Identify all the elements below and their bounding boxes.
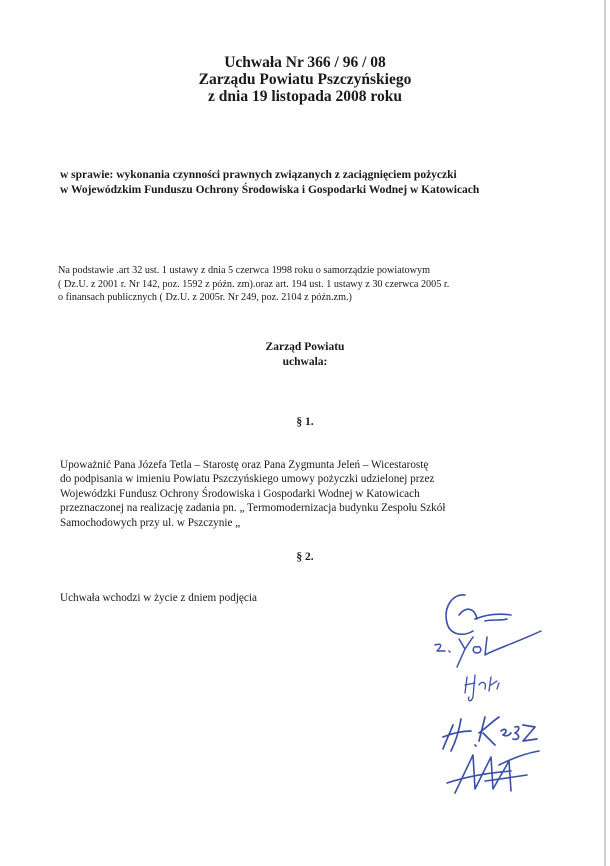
board-name: Zarząd Powiatu — [265, 341, 345, 353]
signature-2 — [435, 631, 541, 667]
section-1-line-5: Samochodowych przy ul. w Pszczynie „ — [60, 516, 241, 529]
legal-basis-line-2: ( Dz.U. z 2001 r. Nr 142, poz. 1592 z późn. zm).oraz art. 194 ust. 1 ustawy z 30 czerwca 2005 r. — [58, 278, 450, 290]
resolution-title — [0, 54, 610, 105]
signature-3 — [465, 675, 499, 701]
section-2-heading: § 2. — [296, 551, 314, 563]
subject-line-2: w Wojewódzkim Funduszu Ochrony Środowiska i Gospodarki Wodnej w Katowicach — [60, 184, 480, 196]
signature-1 — [446, 595, 511, 634]
section-1-line-1: Upoważnić Pana Józefa Tetla – Starostę oraz Pana Zygmunta Jeleń – Wicestarostę — [60, 459, 429, 471]
subject-block — [60, 168, 479, 198]
legal-basis-line-3: o finansach publicznych ( Dz.U. z 2005r. Nr 249, poz. 2104 z późn.zm.) — [58, 292, 352, 303]
signature-4 — [443, 717, 537, 751]
title-line-board: Zarządu Powiatu Pszczyńskiego — [198, 71, 412, 88]
signatures-area — [415, 585, 575, 805]
section-1-text — [60, 458, 560, 530]
section-1-heading: § 1. — [296, 416, 314, 428]
legal-basis-line-1: Na podstawie .art 32 ust. 1 ustawy z dnia 5 czerwca 1998 roku o samorządzie powiatowym — [58, 265, 431, 276]
section-2-text: Uchwała wchodzi w życie z dniem podjęcia — [60, 592, 257, 604]
section-1-line-3: Wojewódzki Fundusz Ochrony Środowiska i Gospodarki Wodnej w Katowicach — [60, 487, 420, 500]
title-line-number: Uchwała Nr 366 / 96 / 08 — [224, 54, 386, 71]
subject-line-1: w sprawie: wykonania czynności prawnych związanych z zaciągnięciem pożyczki — [60, 169, 457, 181]
section-1-line-4: przeznaczonej na realizację zadania pn. „ Termomodernizacja budynku Zespołu Szkół — [60, 502, 446, 515]
board-resolves-label: uchwala: — [282, 355, 328, 368]
title-line-date: z dnia 19 listopada 2008 roku — [208, 88, 402, 105]
section-1-line-2: do podpisania w imieniu Powiatu Pszczyńskiego umowy pożyczki udzielonej przez — [60, 473, 435, 486]
board-resolves — [0, 340, 610, 369]
scan-edge — [604, 0, 606, 866]
legal-basis — [58, 264, 558, 305]
signature-5 — [447, 751, 539, 793]
